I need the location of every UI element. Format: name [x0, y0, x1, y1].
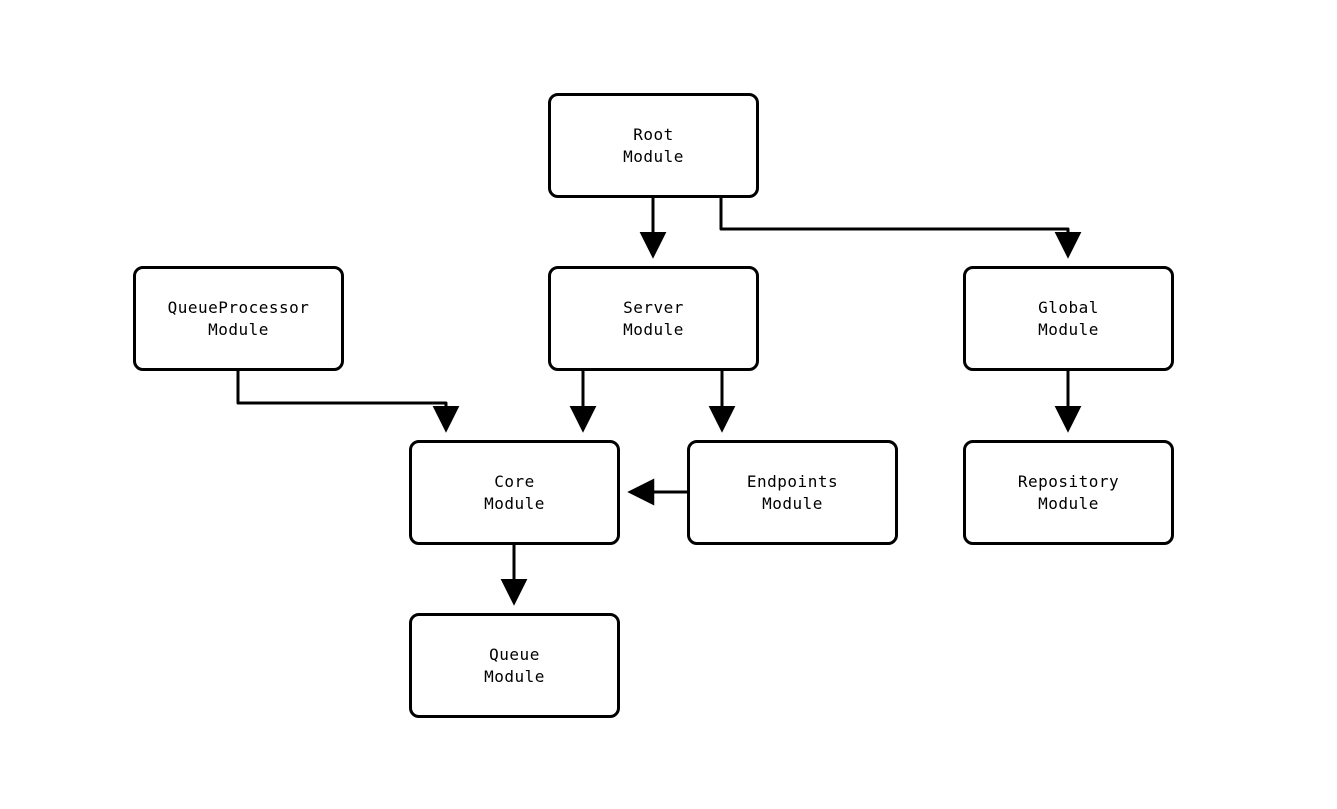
node-core-module[interactable]: [409, 440, 620, 545]
node-root-module[interactable]: [548, 93, 759, 198]
node-queueprocessor-module-line1: QueueProcessor: [167, 297, 310, 317]
node-queueprocessor-module[interactable]: [133, 266, 344, 371]
node-queue-module-line2: Module: [484, 666, 545, 686]
node-server-module-line2: Module: [623, 319, 684, 339]
edge-root-to-global: [721, 198, 1068, 252]
node-server-module-line1: Server: [623, 297, 684, 317]
node-repository-module[interactable]: [963, 440, 1174, 545]
node-core-module-line1: Core: [494, 471, 535, 491]
node-endpoints-module[interactable]: [687, 440, 898, 545]
node-repository-module-line2: Module: [1038, 493, 1099, 513]
node-queueprocessor-module-line2: Module: [208, 319, 269, 339]
node-queue-module[interactable]: [409, 613, 620, 718]
node-global-module-line1: Global: [1038, 297, 1099, 317]
node-server-module[interactable]: [548, 266, 759, 371]
node-root-module-line2: Module: [623, 146, 684, 166]
edge-queueprocessor-to-core: [238, 371, 446, 426]
node-repository-module-line1: Repository: [1017, 471, 1120, 491]
node-root-module-line1: Root: [633, 124, 674, 144]
node-queue-module-line1: Queue: [489, 644, 540, 664]
node-endpoints-module-line1: Endpoints: [746, 471, 839, 491]
node-global-module-line2: Module: [1038, 319, 1099, 339]
node-core-module-line2: Module: [484, 493, 545, 513]
node-global-module[interactable]: [963, 266, 1174, 371]
node-endpoints-module-line2: Module: [762, 493, 823, 513]
